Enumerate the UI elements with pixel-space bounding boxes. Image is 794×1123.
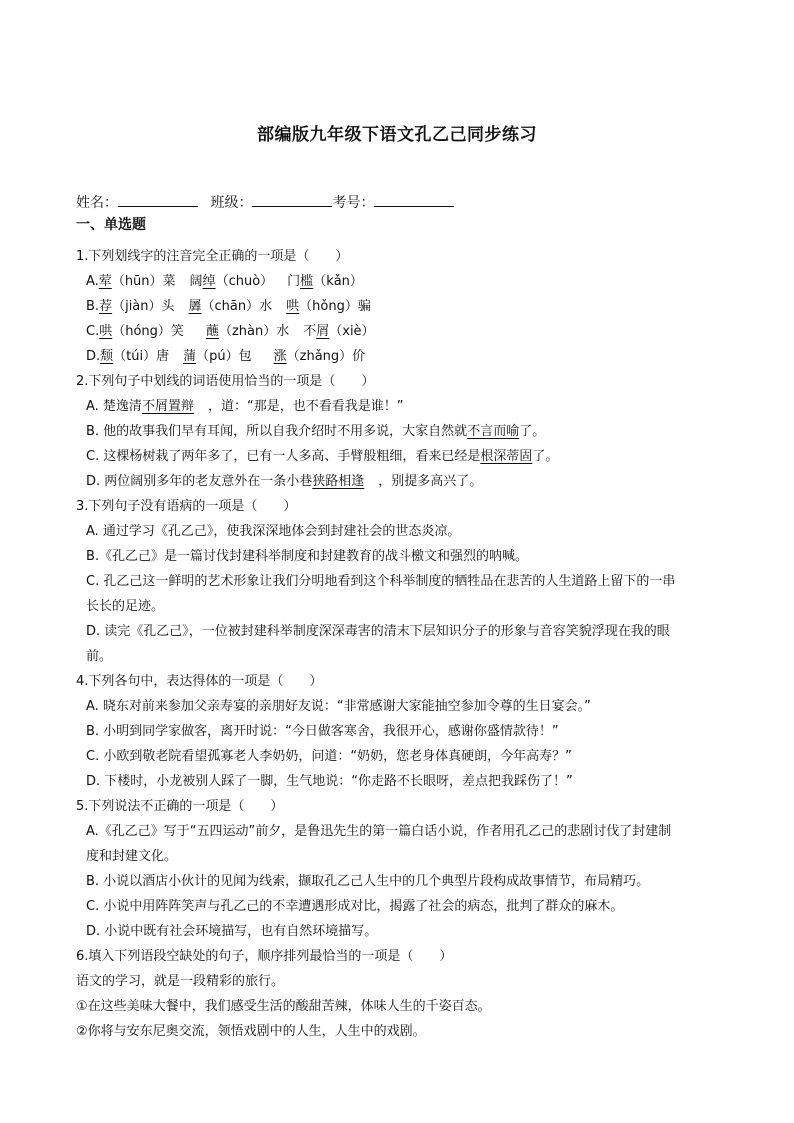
class-blank <box>252 192 332 207</box>
question-6-stem: 6.填入下列语段空缺处的句子，顺序排列最恰当的一项是（ ） <box>76 949 453 964</box>
name-blank <box>118 192 198 207</box>
number-blank <box>374 192 454 207</box>
question-5-option-c: C. 小说中用阵阵笑声与孔乙己的不幸遭遇形成对比，揭露了社会的病态，批判了群众的麻木。 <box>86 899 624 914</box>
question-3-option-a: A. 通过学习《孔乙己》，使我深深地体会到封建社会的世态炎凉。 <box>86 524 461 539</box>
name-label: 姓名： <box>76 195 118 211</box>
question-4-option-d: D. 下楼时，小龙被别人踩了一脚，生气地说：“你走路不长眼呀，差点把我踩伤了！” <box>86 774 573 789</box>
question-1-option-d: D.颓（túi）唐 蒲（pú）包 涨（zhǎng）价 <box>86 349 366 364</box>
question-5-option-a-cont: 度和封建文化。 <box>86 849 178 864</box>
question-3-stem: 3.下列句子没有语病的一项是（ ） <box>76 499 297 514</box>
question-list <box>76 244 726 1044</box>
question-5-option-d: D. 小说中既有社会环境描写，也有自然环境描写。 <box>86 924 378 939</box>
question-1-stem: 1.下列划线字的注音完全正确的一项是（ ） <box>76 249 349 264</box>
question-3-option-c-cont: 长长的足迹。 <box>86 599 165 614</box>
question-3-option-d: D. 读完《孔乙己》，一位被封建科举制度深深毒害的清末下层知识分子的形象与音容笑貌浮现在我的眼 <box>86 624 670 639</box>
class-label: 班级： <box>210 195 253 211</box>
question-5-option-a: A.《孔乙己》写于“五四运动”前夕，是鲁迅先生的第一篇白话小说，作者用孔乙己的悲剧讨伐了封建制 <box>86 824 672 839</box>
question-6-sentence-1: ①在这些美味大餐中，我们感受生活的酸甜苦辣，体味人生的千姿百态。 <box>76 999 491 1014</box>
question-5-stem: 5.下列说法不正确的一项是（ ） <box>76 799 284 814</box>
student-info-line <box>76 192 454 212</box>
question-3-option-b: B.《孔乙己》是一篇讨伐封建科举制度和封建教育的战斗檄文和强烈的呐喊。 <box>86 549 529 564</box>
page-title: 部编版九年级下语文孔乙己同步练习 <box>257 125 537 145</box>
question-2-option-c: C. 这棵杨树栽了两年多了，已有一人多高、手臂般粗细，看来已经是根深蒂固了。 <box>86 449 559 464</box>
question-4-stem: 4.下列各句中，表达得体的一项是（ ） <box>76 674 323 689</box>
question-2-option-b: B. 他的故事我们早有耳闻，所以自我介绍时不用多说，大家自然就不言而喻了。 <box>86 424 546 439</box>
question-4-option-a: A. 晓东对前来参加父亲寿宴的亲朋好友说：“非常感谢大家能抽空参加令尊的生日宴会。” <box>86 699 591 714</box>
number-label: 考号： <box>332 195 375 211</box>
question-2-stem: 2.下列句子中划线的词语使用恰当的一项是（ ） <box>76 374 375 389</box>
question-1-option-a: A.荤（hūn）菜 阔绰（chuò） 门槛（kǎn） <box>86 274 363 289</box>
question-3-option-c: C. 孔乙己这一鲜明的艺术形象让我们分明地看到这个科举制度的牺牲品在悲苦的人生道路上留下的一串 <box>86 574 676 589</box>
question-4-option-b: B. 小明到同学家做客，离开时说：“今日做客寒舍，我很开心，感谢你盛情款待！” <box>86 724 559 739</box>
section-heading: 一、单选题 <box>76 217 146 233</box>
question-3-option-d-cont: 前。 <box>86 649 113 664</box>
question-4-option-c: C. 小欧到敬老院看望孤寡老人李奶奶，问道：“奶奶，您老身体真硬朗，今年高寿？” <box>86 749 572 764</box>
question-1-option-b: B.荐（jiàn）头 羼（chān）水 哄（hǒng）骗 <box>86 299 371 314</box>
question-6-sentence-2: ②你将与安东尼奥交流，领悟戏剧中的人生，人生中的戏剧。 <box>76 1024 426 1039</box>
question-6-intro: 语文的学习，就是一段精彩的旅行。 <box>76 974 285 989</box>
question-1-option-c: C.哄（hóng）笑 蘸（zhàn）水 不屑（xiè） <box>86 324 375 339</box>
question-5-option-b: B. 小说以酒店小伙计的见闻为线索，撷取孔乙己人生中的几个典型片段构成故事情节，布局精巧。 <box>86 874 650 889</box>
question-2-option-d: D. 两位阔别多年的老友意外在一条小巷狭路相逢 ，别提多高兴了。 <box>86 474 483 489</box>
question-2-option-a: A. 楚逸清不屑置辩 ，道：“那是，也不看看我是谁！” <box>86 399 404 414</box>
